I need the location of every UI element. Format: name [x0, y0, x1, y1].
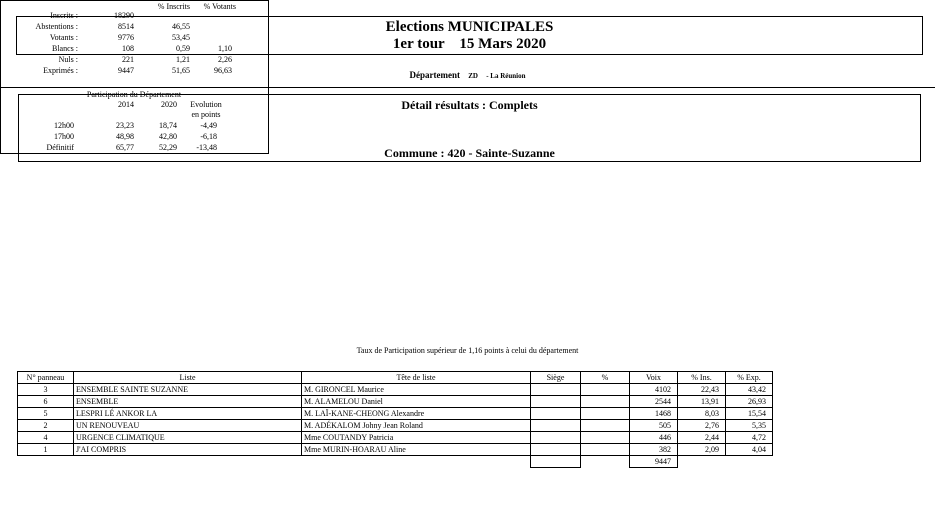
- results-header-row: [18, 372, 773, 384]
- cell-pct-ins: 22,43: [678, 384, 726, 396]
- cell-tete-de-liste: M. LAÏ-KANE-CHEONG Alexandre: [302, 408, 531, 420]
- departement-line: [0, 70, 935, 80]
- col-header: %: [581, 372, 630, 384]
- cell-panneau: 6: [18, 396, 74, 408]
- stat-value: 221: [122, 55, 134, 64]
- cell-pct: [581, 408, 630, 420]
- cell-pct: [581, 420, 630, 432]
- detail-title: Détail résultats : Complets: [401, 98, 538, 112]
- cell-voix: 1468: [630, 408, 678, 420]
- participation-2020: 42,80: [159, 132, 177, 141]
- cell-pct-exp: 4,72: [726, 432, 773, 444]
- participation-evolution: -13,48: [196, 143, 217, 152]
- cell-pct-ins: 2,44: [678, 432, 726, 444]
- stat-label: Nuls :: [58, 55, 78, 64]
- cell-pct-exp: 4,04: [726, 444, 773, 456]
- cell-liste: URGENCE CLIMATIQUE: [74, 432, 302, 444]
- col-header: % Exp.: [726, 372, 773, 384]
- cell-siege: [531, 384, 581, 396]
- cell-siege: [531, 396, 581, 408]
- stat-label: Blancs :: [52, 44, 78, 53]
- cell-pct: [581, 444, 630, 456]
- cell-voix: 505: [630, 420, 678, 432]
- participation-col-2014: 2014: [118, 100, 134, 109]
- cell-siege: [531, 432, 581, 444]
- cell-liste: J'AI COMPRIS: [74, 444, 302, 456]
- cell-pct-ins: 8,03: [678, 408, 726, 420]
- cell-pct-ins: 2,76: [678, 420, 726, 432]
- cell-tete-de-liste: Mme COUTANDY Patricia: [302, 432, 531, 444]
- cell-pct: [581, 396, 630, 408]
- cell-pct-ins: 13,91: [678, 396, 726, 408]
- participation-2020: 52,29: [159, 143, 177, 152]
- cell-panneau: 2: [18, 420, 74, 432]
- stat-value: 8514: [118, 22, 134, 31]
- stat-pct-votants: 2,26: [218, 55, 232, 64]
- table-row: [18, 432, 773, 444]
- cell-liste: UN RENOUVEAU: [74, 420, 302, 432]
- stat-pct-votants: 1,10: [218, 44, 232, 53]
- table-row: [18, 408, 773, 420]
- commune-title: Commune : 420 - Sainte-Suzanne: [384, 146, 555, 160]
- cell-panneau: 3: [18, 384, 74, 396]
- participation-col-evolution: Evolution: [190, 100, 222, 109]
- stat-value: 9447: [118, 66, 134, 75]
- stats-col-votants: % Votants: [203, 2, 236, 11]
- stat-label: Votants :: [49, 33, 78, 42]
- col-header: N° panneau: [18, 372, 74, 384]
- results-table: [17, 371, 773, 468]
- cell-liste: LESPRI LÉ ANKOR LA: [74, 408, 302, 420]
- election-title: Elections MUNICIPALES: [385, 19, 554, 35]
- cell-pct-exp: 15,54: [726, 408, 773, 420]
- participation-2014: 65,77: [116, 143, 134, 152]
- cell-voix: 446: [630, 432, 678, 444]
- stat-pct-votants: 96,63: [214, 66, 232, 75]
- participation-evolution: -4,49: [200, 121, 217, 130]
- cell-tete-de-liste: M. GIRONCEL Maurice: [302, 384, 531, 396]
- col-header: Siège: [531, 372, 581, 384]
- stat-pct-inscrits: 0,59: [176, 44, 190, 53]
- total-row: [18, 456, 773, 468]
- participation-label: Définitif: [46, 143, 74, 152]
- cell-siege: [531, 420, 581, 432]
- stat-value: 18290: [114, 11, 134, 20]
- stats-divider: [0, 87, 935, 88]
- cell-panneau: 4: [18, 432, 74, 444]
- cell-voix: 382: [630, 444, 678, 456]
- col-header: Liste: [74, 372, 302, 384]
- cell-liste: ENSEMBLE: [74, 396, 302, 408]
- participation-2014: 23,23: [116, 121, 134, 130]
- cell-pct: [581, 432, 630, 444]
- cell-tete-de-liste: Mme MURIN-HOARAU Aline: [302, 444, 531, 456]
- participation-col-2020: 2020: [161, 100, 177, 109]
- participation-label: 12h00: [54, 121, 74, 130]
- participation-2020: 18,74: [159, 121, 177, 130]
- cell-siege: [531, 408, 581, 420]
- col-header: % Ins.: [678, 372, 726, 384]
- col-header: Voix: [630, 372, 678, 384]
- election-round-date: 1er tour 15 Mars 2020: [392, 36, 547, 52]
- table-row: [18, 420, 773, 432]
- cell-pct: [581, 384, 630, 396]
- cell-tete-de-liste: M. ADÉKALOM Johny Jean Roland: [302, 420, 531, 432]
- departement-code: ZD: [468, 72, 478, 80]
- departement-label: Département: [409, 70, 460, 80]
- total-siege-cell: [531, 456, 581, 468]
- cell-liste: ENSEMBLE SAINTE SUZANNE: [74, 384, 302, 396]
- participation-title: Participation du Département: [86, 90, 182, 99]
- cell-siege: [531, 444, 581, 456]
- cell-tete-de-liste: M. ALAMELOU Daniel: [302, 396, 531, 408]
- cell-pct-exp: 43,42: [726, 384, 773, 396]
- cell-pct-exp: 5,35: [726, 420, 773, 432]
- table-row: [18, 444, 773, 456]
- stat-value: 108: [122, 44, 134, 53]
- table-row: [18, 396, 773, 408]
- taux-participation-note: Taux de Participation supérieur de 1,16 points à celui du département: [356, 346, 579, 355]
- departement-name: - La Réunion: [486, 72, 526, 80]
- stat-pct-inscrits: 51,65: [172, 66, 190, 75]
- stat-pct-inscrits: 1,21: [176, 55, 190, 64]
- stats-col-inscrits: % Inscrits: [157, 2, 190, 11]
- total-voix: 9447: [630, 456, 678, 468]
- table-row: [18, 384, 773, 396]
- cell-pct-ins: 2,09: [678, 444, 726, 456]
- participation-2014: 48,98: [116, 132, 134, 141]
- stat-pct-inscrits: 53,45: [172, 33, 190, 42]
- stat-value: 9776: [118, 33, 134, 42]
- cell-panneau: 1: [18, 444, 74, 456]
- stat-label: Abstentions :: [35, 22, 78, 31]
- cell-voix: 4102: [630, 384, 678, 396]
- cell-pct-exp: 26,93: [726, 396, 773, 408]
- participation-col-evolution-unit: en points: [191, 110, 221, 119]
- col-header: Tête de liste: [302, 372, 531, 384]
- stat-label: Exprimés :: [43, 66, 78, 75]
- cell-panneau: 5: [18, 408, 74, 420]
- stat-label: Inscrits :: [50, 11, 78, 20]
- participation-evolution: -6,18: [200, 132, 217, 141]
- cell-voix: 2544: [630, 396, 678, 408]
- stat-pct-inscrits: 46,55: [172, 22, 190, 31]
- participation-label: 17h00: [54, 132, 74, 141]
